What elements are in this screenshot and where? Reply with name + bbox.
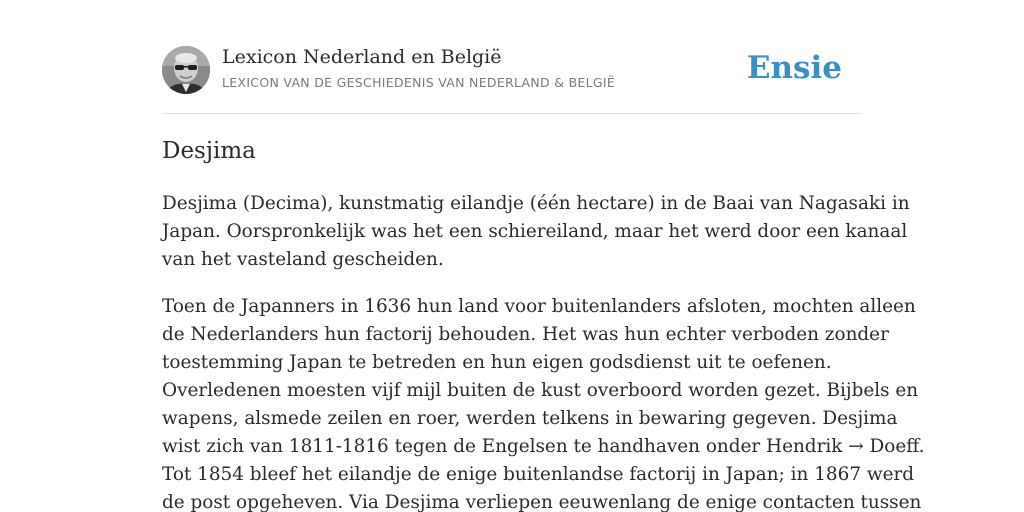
person-photo-icon — [162, 46, 210, 94]
text-line — [162, 433, 925, 461]
header-divider — [162, 113, 862, 114]
text-line: Overledenen moesten vijf mijl buiten de kust overboord worden gezet. Bijbels en — [162, 380, 919, 401]
source-header — [162, 46, 862, 96]
text-line: Desjima (Decima), kunstmatig eilandje (één hectare) in de Baai van Nagasaki in — [162, 193, 910, 214]
text-line: de post opgeheven. Via Desjima verliepen eeuwenlang de enige contacten tussen — [162, 492, 922, 512]
source-title[interactable]: Lexicon Nederland en België — [222, 46, 502, 68]
text-line: Tot 1854 bleef het eilandje de enige buitenlandse factorij in Japan; in 1867 werd — [162, 464, 915, 485]
ensie-logo-link[interactable]: Ensie — [746, 50, 842, 86]
text-line: wapens, alsmede zeilen en roer, werden telkens in bewaring gegeven. Desjima — [162, 408, 898, 429]
text-line: toestemming Japan te betreden en hun eigen godsdienst uit te oefenen. — [162, 352, 832, 373]
doeff-link[interactable]: → Doeff. — [848, 436, 925, 457]
text-line: de Nederlanders hun factorij behouden. Het was hun echter verboden zonder — [162, 324, 889, 345]
author-avatar[interactable] — [162, 46, 210, 94]
text-line: van het vasteland gescheiden. — [162, 249, 444, 270]
text-line: Japan. Oorspronkelijk was het een schiereiland, maar het werd door een kanaal — [162, 221, 908, 242]
article-body — [162, 190, 925, 512]
article-paragraph — [162, 190, 910, 274]
article-title: Desjima — [162, 138, 256, 164]
text-line: Toen de Japanners in 1636 hun land voor buitenlanders afsloten, mochten alleen — [162, 296, 916, 317]
text-segment: wist zich van 1811-1816 tegen de Engelsen te handhaven onder Hendrik — [162, 436, 849, 457]
article-paragraph — [162, 293, 925, 512]
source-subtitle: LEXICON VAN DE GESCHIEDENIS VAN NEDERLAND & BELGIË — [222, 75, 616, 90]
